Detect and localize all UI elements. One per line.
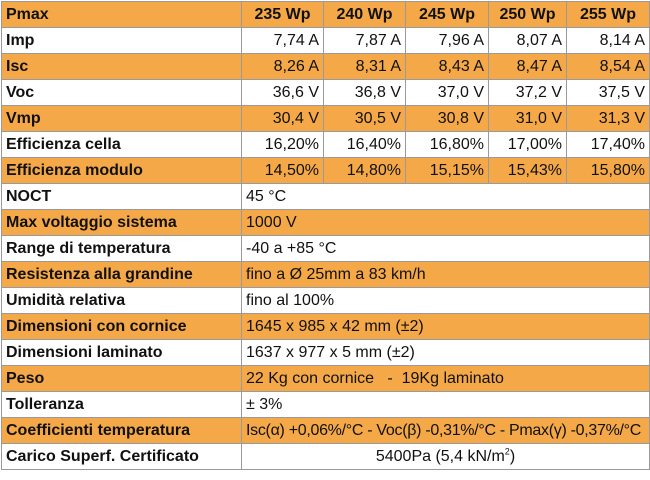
spec-value: fino a Ø 25mm a 83 km/h — [242, 262, 650, 288]
table-row — [2, 158, 650, 184]
cell-value: 36,6 V — [242, 80, 324, 106]
spec-label: Dimensioni laminato — [2, 340, 242, 366]
spec-label: Tolleranza — [2, 392, 242, 418]
spec-row — [2, 236, 650, 262]
table-row — [2, 28, 650, 54]
spec-row — [2, 444, 650, 470]
spec-row — [2, 314, 650, 340]
cell-value: 8,54 A — [567, 54, 650, 80]
table-row — [2, 132, 650, 158]
cell-value: 14,50% — [242, 158, 324, 184]
cell-value: 30,8 V — [406, 106, 489, 132]
table-row — [2, 80, 650, 106]
spec-value: 45 °C — [242, 184, 650, 210]
cell-value: 7,74 A — [242, 28, 324, 54]
cell-value: 8,14 A — [567, 28, 650, 54]
cell-value: 15,15% — [406, 158, 489, 184]
load-value: 5400Pa (5,4 kN/m — [375, 448, 505, 465]
row-label: Imp — [2, 28, 242, 54]
header-col-235: 235 Wp — [242, 2, 324, 28]
spec-row — [2, 392, 650, 418]
cell-value: 36,8 V — [324, 80, 406, 106]
spec-value: 1645 x 985 x 42 mm (±2) — [242, 314, 650, 340]
cell-value: 15,43% — [489, 158, 567, 184]
spec-label: Coefficienti temperatura — [2, 418, 242, 444]
cell-value: 16,40% — [324, 132, 406, 158]
header-col-240: 240 Wp — [324, 2, 406, 28]
header-row — [2, 2, 650, 28]
cell-value: 8,07 A — [489, 28, 567, 54]
cell-value: 14,80% — [324, 158, 406, 184]
cell-value: 7,96 A — [406, 28, 489, 54]
spec-value: Isc(α) +0,06%/°C - Voc(β) -0,31%/°C - Pmax(γ) -0,37%/°C — [242, 418, 650, 444]
spec-row — [2, 340, 650, 366]
header-col-255: 255 Wp — [567, 2, 650, 28]
spec-value: 1637 x 977 x 5 mm (±2) — [242, 340, 650, 366]
spec-label: Max voltaggio sistema — [2, 210, 242, 236]
spec-table — [1, 1, 650, 470]
table-row — [2, 54, 650, 80]
spec-label: Carico Superf. Certificato — [2, 444, 242, 470]
cell-value: 15,80% — [567, 158, 650, 184]
cell-value: 7,87 A — [324, 28, 406, 54]
row-label: Efficienza modulo — [2, 158, 242, 184]
spec-label: Range di temperatura — [2, 236, 242, 262]
row-label: Efficienza cella — [2, 132, 242, 158]
spec-value: 22 Kg con cornice - 19Kg laminato — [242, 366, 650, 392]
cell-value: 8,43 A — [406, 54, 489, 80]
cell-value: 8,31 A — [324, 54, 406, 80]
row-label: Voc — [2, 80, 242, 106]
spec-row — [2, 418, 650, 444]
spec-label: Resistenza alla grandine — [2, 262, 242, 288]
spec-value: -40 a +85 °C — [242, 236, 650, 262]
spec-row — [2, 210, 650, 236]
cell-value: 30,4 V — [242, 106, 324, 132]
cell-value: 37,0 V — [406, 80, 489, 106]
load-suffix: ) — [509, 448, 516, 465]
header-col-250: 250 Wp — [489, 2, 567, 28]
cell-value: 31,0 V — [489, 106, 567, 132]
row-label: Isc — [2, 54, 242, 80]
spec-row — [2, 288, 650, 314]
spec-value: ± 3% — [242, 392, 650, 418]
cell-value: 16,80% — [406, 132, 489, 158]
row-label: Vmp — [2, 106, 242, 132]
cell-value: 31,3 V — [567, 106, 650, 132]
spec-value — [242, 444, 650, 470]
cell-value: 37,2 V — [489, 80, 567, 106]
spec-row — [2, 366, 650, 392]
header-label: Pmax — [2, 2, 242, 28]
spec-label: NOCT — [2, 184, 242, 210]
spec-row — [2, 262, 650, 288]
cell-value: 37,5 V — [567, 80, 650, 106]
cell-value: 17,40% — [567, 132, 650, 158]
spec-label: Umidità relativa — [2, 288, 242, 314]
cell-value: 30,5 V — [324, 106, 406, 132]
cell-value: 17,00% — [489, 132, 567, 158]
spec-value: 1000 V — [242, 210, 650, 236]
load-superscript: 2 — [504, 446, 510, 457]
spec-label: Peso — [2, 366, 242, 392]
cell-value: 16,20% — [242, 132, 324, 158]
cell-value: 8,26 A — [242, 54, 324, 80]
table-row — [2, 106, 650, 132]
cell-value: 8,47 A — [489, 54, 567, 80]
header-col-245: 245 Wp — [406, 2, 489, 28]
spec-label: Dimensioni con cornice — [2, 314, 242, 340]
spec-row — [2, 184, 650, 210]
spec-value: fino al 100% — [242, 288, 650, 314]
